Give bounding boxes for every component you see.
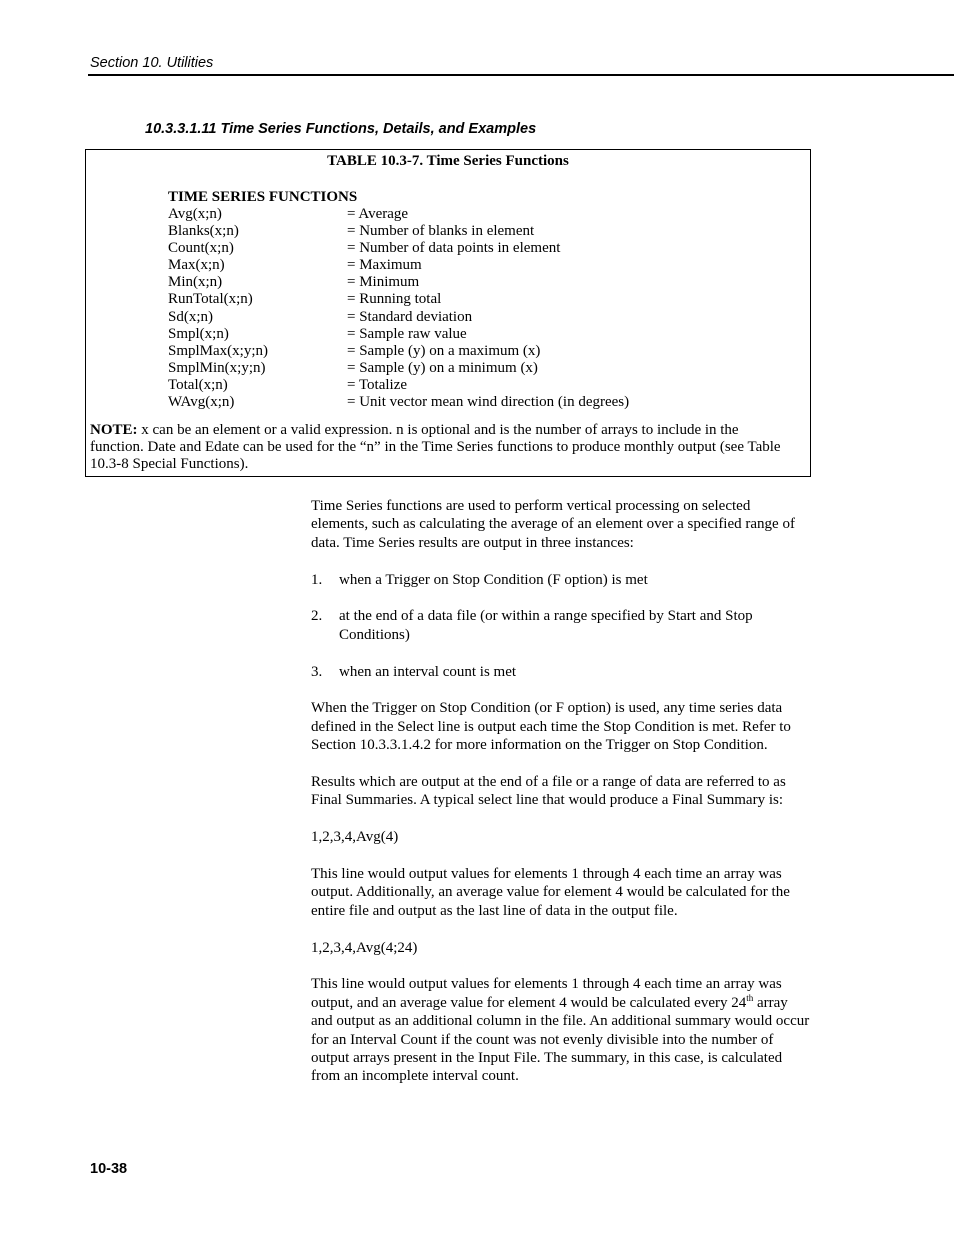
page-number: 10-38 — [90, 1161, 128, 1177]
function-name: Blanks(x;n) — [168, 223, 239, 240]
function-row — [168, 309, 629, 326]
ordinal-suffix: th — [746, 992, 754, 1003]
function-desc: = Sample raw value — [347, 325, 467, 342]
function-desc: = Number of blanks in element — [347, 223, 535, 240]
function-row — [168, 257, 629, 274]
list-number: 3. — [311, 663, 323, 680]
note-text: x can be an element or a valid expression. n is optional and is the number of arrays to include in the function. Date and Edate can be used for the “n” in the Time Series functions to produce monthly output (see Table 10.3-8 Special Functions). — [90, 422, 781, 473]
code-example-2: 1,2,3,4,Avg(4;24) — [311, 939, 418, 956]
time-series-table — [85, 149, 811, 477]
function-name: Count(x;n) — [168, 240, 234, 257]
function-row — [168, 360, 629, 377]
list-text: at the end of a data file (or within a range specified by Start and Stop Conditions) — [339, 608, 753, 643]
running-header: Section 10. Utilities — [90, 55, 214, 71]
list-item — [311, 607, 811, 644]
function-desc: = Unit vector mean wind direction (in degrees) — [347, 394, 630, 411]
function-name: Total(x;n) — [168, 376, 228, 393]
function-desc: = Sample (y) on a maximum (x) — [347, 342, 541, 359]
function-row — [168, 223, 629, 240]
example-2-text-a: This line would output values for elements 1 through 4 each time an array was output, and an average value for element 4 would be calculated every 24 — [311, 976, 782, 1011]
function-row — [168, 291, 629, 308]
intro-paragraph: Time Series functions are used to perform vertical processing on selected elements, such as calculating the average of an element over a specified range of data. Time Series results are output in three instances: — [311, 498, 795, 551]
function-name: Avg(x;n) — [168, 206, 222, 222]
function-name: Sd(x;n) — [168, 308, 213, 325]
body-text — [311, 497, 811, 1086]
function-desc: = Average — [347, 206, 409, 222]
note-label: NOTE: — [90, 422, 138, 438]
function-row — [168, 394, 629, 411]
function-row — [168, 274, 629, 291]
table-caption: TABLE 10.3-7. Time Series Functions — [327, 153, 569, 169]
function-name: SmplMin(x;y;n) — [168, 359, 266, 376]
function-name: Smpl(x;n) — [168, 325, 229, 342]
function-desc: = Minimum — [347, 274, 420, 291]
function-name: RunTotal(x;n) — [168, 291, 253, 308]
function-desc: = Number of data points in element — [347, 240, 561, 257]
example-1-paragraph: This line would output values for elements 1 through 4 each time an array was output. Additionally, an average value for element 4 would be calculated for the entire file and output as the last line of data in the output file. — [311, 866, 790, 919]
function-desc: = Sample (y) on a minimum (x) — [347, 359, 538, 376]
example-2-text-b: array and output as an additional column in the file. An additional summary would occur for an Interval Count if the count was not evenly divisible into the number of output arrays present in the Input File. The summary, in this case, is calculated from an incomplete interval count. — [311, 994, 810, 1085]
function-desc: = Totalize — [347, 376, 408, 393]
function-row — [168, 377, 629, 394]
function-row — [168, 240, 629, 257]
function-name: WAvg(x;n) — [168, 394, 235, 411]
trigger-paragraph: When the Trigger on Stop Condition (or F option) is used, any time series data defined in the Select line is output each time the Stop Condition is met. Refer to Section 10.3.3.1.4.2 for more information on the Trigger on Stop Condition. — [311, 700, 791, 754]
list-number: 2. — [311, 608, 323, 625]
list-item — [311, 571, 811, 589]
function-desc: = Standard deviation — [347, 308, 473, 325]
section-title: 10.3.3.1.11 Time Series Functions, Details, and Examples — [145, 121, 537, 137]
function-row — [168, 206, 629, 223]
table-heading: TIME SERIES FUNCTIONS — [168, 189, 358, 205]
list-text: when an interval count is met — [339, 663, 517, 680]
table-note — [90, 422, 790, 473]
function-list — [168, 206, 629, 411]
list-number: 1. — [311, 571, 323, 588]
example-2-paragraph — [311, 975, 811, 1085]
code-example-1: 1,2,3,4,Avg(4) — [311, 829, 399, 846]
function-name: Min(x;n) — [168, 274, 223, 291]
header-rule — [88, 74, 954, 76]
function-name: Max(x;n) — [168, 257, 225, 274]
function-name: SmplMax(x;y;n) — [168, 342, 268, 359]
function-row — [168, 326, 629, 343]
final-summary-paragraph: Results which are output at the end of a file or a range of data are referred to as Final Summaries. A typical select line that would produce a Final Summary is: — [311, 774, 786, 809]
list-text: when a Trigger on Stop Condition (F option) is met — [339, 571, 648, 588]
function-desc: = Running total — [347, 291, 442, 308]
list-item — [311, 663, 811, 681]
function-row — [168, 343, 629, 360]
function-desc: = Maximum — [347, 257, 422, 274]
